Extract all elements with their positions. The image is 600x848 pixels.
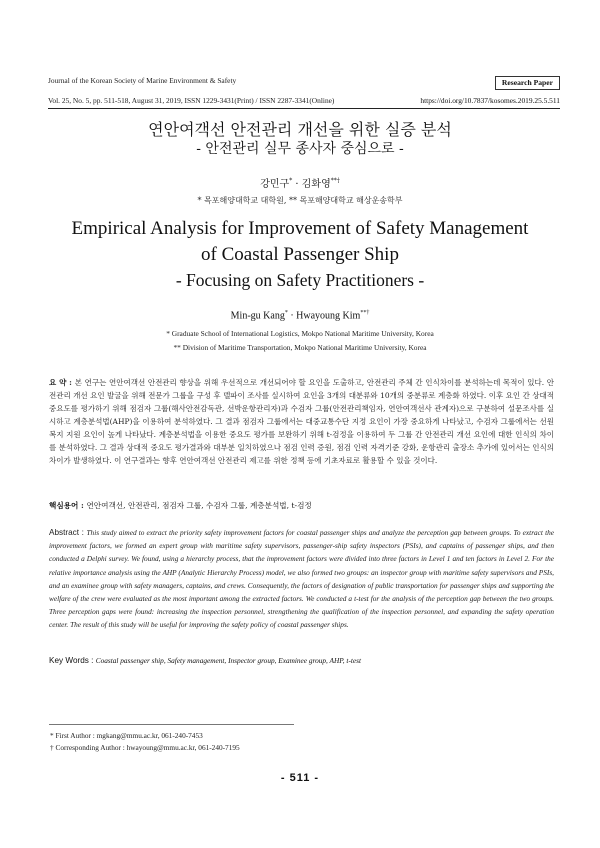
korean-author-2: 김화영 [301, 179, 331, 190]
english-abstract-text: This study aimed to extract the priority safety improvement factors for coastal passenger ships and analyze the perception gap between groups. To extract the improvement factors, we formed an expert group with maritime safety supervisors, passenger-ship safety inspectors (PSIs), and captains of passenger ships, and then conducted a Delphi survey. We found, using a hierarchy process, that the improvement factors were divided into three factors in Level 1 and ten factors in Level 2. For the relative importance analysis using the AHP (Analytic Hierarchy Process) model, we also formed two groups: an inspector group with maritime safety supervisors and PSIs, and an examinee group with safety managers, captains, and crews. Consequently, the factors of designation of public transportation for passenger ships and supporting the welfare of the crew were evaluated as the most important among the extracted factors. We conducted a t-test for the analysis of the perception gap between the two groups. Three perception gaps were found: increasing the inspection personnel, strengthening the qualification of the inspection personnel, and expanding the safety operation center. The result of this study will be useful for improving the safety policy of coastal passenger ships. [49, 528, 555, 630]
korean-keywords [49, 500, 554, 511]
korean-abstract [49, 376, 554, 467]
korean-author-separator: · [292, 179, 302, 190]
korean-abstract-label: 요 약 : [49, 378, 75, 387]
english-title-line-1: Empirical Analysis for Improvement of Safety Management [71, 218, 529, 239]
english-abstract [49, 526, 554, 632]
korean-authors [40, 175, 560, 190]
doi-link[interactable]: https://doi.org/10.7837/kosomes.2019.25.5.511 [420, 96, 560, 105]
english-keywords-label: Key Words : [49, 656, 96, 665]
english-author-2: Hwayoung Kim [296, 310, 361, 322]
english-author-1-mark: * [284, 310, 288, 316]
english-keywords [49, 656, 554, 665]
english-author-separator: · [287, 310, 297, 322]
volume-info: Vol. 25, No. 5, pp. 511-518, August 31, 2019, ISSN 1229-3431(Print) / ISSN 2287-3341(Online) [48, 96, 335, 105]
english-title [40, 216, 560, 268]
english-keywords-text: Coastal passenger ship, Safety management, Inspector group, Examinee group, AHP, t-test [95, 656, 362, 665]
article-type-badge: Research Paper [495, 76, 560, 90]
english-affiliation-1: * Graduate School of International Logistics, Mokpo National Maritime University, Korea [166, 329, 434, 338]
corresponding-author-footnote: † Corresponding Author : hwayoung@mmu.ac.kr, 061-240-7195 [50, 743, 240, 752]
journal-name: Journal of the Korean Society of Marine Environment & Safety [48, 76, 237, 85]
english-title-line-2: of Coastal Passenger Ship [201, 244, 399, 265]
first-author-footnote: * First Author : mgkang@mmu.ac.kr, 061-240-7453 [50, 731, 203, 740]
korean-author-1: 강민구 [260, 179, 290, 190]
english-author-2-mark: **† [360, 310, 370, 316]
page-number: - 511 - [280, 772, 320, 784]
korean-affiliation: * 목포해양대학교 대학원, ** 목포해양대학교 해상운송학부 [197, 196, 403, 205]
korean-author-2-mark: **† [330, 177, 340, 185]
korean-keywords-text: 연안여객선, 안전관리, 점검자 그룹, 수검자 그룹, 계층분석법, t-검정 [86, 501, 312, 510]
korean-keywords-label: 핵심용어 : [49, 501, 87, 510]
english-abstract-label: Abstract : [49, 528, 87, 537]
english-affiliation-2: ** Division of Maritime Transportation, Mokpo National Maritime University, Korea [173, 343, 427, 352]
english-authors [40, 310, 560, 321]
header-rule [48, 108, 560, 109]
korean-title: 연안여객선 안전관리 개선을 위한 실증 분석 [148, 120, 452, 139]
korean-author-1-mark: * [289, 177, 293, 185]
english-subtitle: - Focusing on Safety Practitioners - [175, 270, 425, 290]
korean-abstract-text: 본 연구는 연안여객선 안전관리 향상을 위해 우선적으로 개선되어야 할 요인을 도출하고, 안전관리 주체 간 인식차이를 분석하는데 목적이 있다. 안전관리 개선 요인 발굴을 위해 전문가 그룹을 구성 후 델파이 조사를 실시하여 요인을 3개의 대분류와 10개의 중분류로 계층화 하였다. 이후 요인 간 상대적 중요도를 평가하기 위해 점검자 그룹(해사안전감독관, 선박운항관리자)과 수검자 그룹(안전관리책임자, 연안여객선사 관계자)으로 구분하여 설문조사를 실시하고 계층분석법(AHP)을 이용하여 분석하였다. 그 결과 점검자 그룹에서는 대중교통수단 지정 요인이 가장 중요하게 나타났고, 수검자 그룹에서는 선원복지 지원 요인이 높게 나타났다. 계층분석법을 이용한 중요도 평가를 보완하기 위해 t-검정을 이용하여 두 그룹 간 안전관리 개선 요인에 대한 인식의 차이를 분석하였다. 그 결과 상대적 중요도 평가결과와 대부분 일치하였으나 점검 인력 증원, 점검 인력 자격기준 강화, 운항관리 출장소 추가에 있어서는 인식의 차이가 발생하였다. 이 연구결과는 향후 연안여객선 안전관리 제고를 위한 정책 등에 기초자료로 활용할 수 있을 것이다. [49, 378, 554, 465]
english-author-1: Min-gu Kang [230, 310, 285, 322]
korean-subtitle: - 안전관리 실무 종사자 중심으로 - [196, 141, 404, 157]
footnote-rule [49, 724, 294, 725]
